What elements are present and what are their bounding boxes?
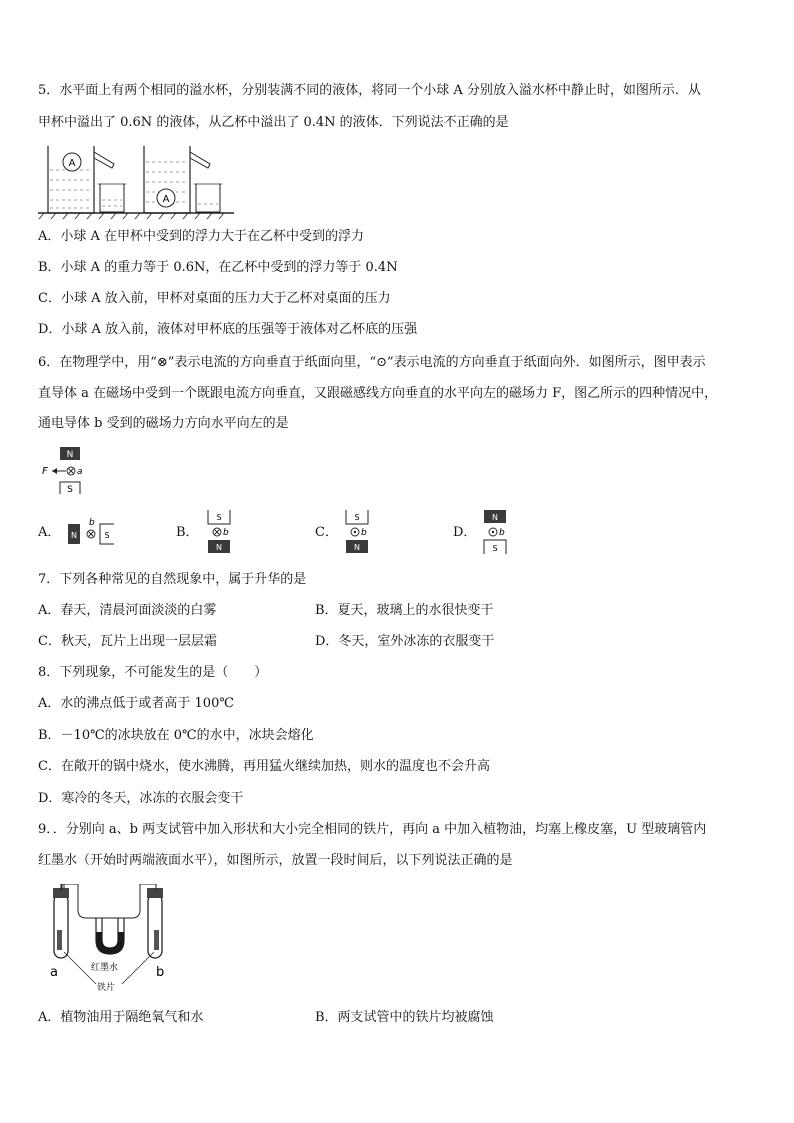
q9-test-tube-figure bbox=[44, 884, 174, 996]
q6-option-c-label: C． bbox=[315, 525, 338, 540]
q7-option-d: D．冬天，室外冰冻的衣服变干 bbox=[315, 634, 495, 649]
q6-d-n-label: N bbox=[492, 513, 498, 522]
q6-b-s-label: S bbox=[216, 513, 222, 522]
q6-c-b-label: b bbox=[361, 528, 367, 538]
q6-b-b-label: b bbox=[223, 528, 229, 538]
q6-stem-line1: 6．在物理学中，用“⊗”表示电流的方向垂直于纸面向里，“⊙”表示电流的方向垂直于纸面向外．如图所示，图甲表示 bbox=[38, 355, 706, 370]
q7-stem: 7．下列各种常见的自然现象中，属于升华的是 bbox=[38, 572, 307, 587]
q8-option-d: D．寒冷的冬天，冰冻的衣服会变干 bbox=[38, 791, 244, 806]
q6-option-a-figure bbox=[66, 514, 122, 550]
q6-b-n-label: N bbox=[216, 543, 222, 552]
q7-option-a: A．春天，清晨河面淡淡的白雾 bbox=[38, 603, 217, 618]
q6-a-n-label: N bbox=[71, 531, 77, 540]
q6-option-d-label: D． bbox=[453, 525, 477, 540]
q6-c-s-label: S bbox=[354, 513, 360, 522]
q7-option-c: C．秋天，瓦片上出现一层层霜 bbox=[38, 634, 217, 649]
q6-fig-a-label: a bbox=[77, 467, 83, 477]
q6-a-s-label: S bbox=[104, 531, 110, 540]
q5-stem-line2: 甲杯中溢出了 0.6N 的液体，从乙杯中溢出了 0.4N 的液体．下列说法不正确的是 bbox=[38, 115, 509, 130]
q5-option-a: A．小球 A 在甲杯中受到的浮力大于在乙杯中受到的浮力 bbox=[38, 229, 365, 244]
q5-ball-label-2: A bbox=[162, 194, 170, 205]
q6-option-b-figure bbox=[204, 508, 244, 556]
q6-option-b-label: B． bbox=[176, 525, 199, 540]
q6-c-n-label: N bbox=[354, 543, 360, 552]
q6-d-s-label: S bbox=[492, 544, 498, 553]
q6-fig-s-label: S bbox=[67, 485, 73, 495]
q5-overflow-cups-figure bbox=[36, 140, 236, 220]
q8-option-c: C．在敞开的锅中烧水，使水沸腾，再用猛火继续加热，则水的温度也不会升高 bbox=[38, 759, 490, 774]
q9-ink-label: 红墨水 bbox=[91, 963, 119, 973]
q9-stem-line2: 红墨水（开始时两端液面水平），如图所示，放置一段时间后，以下列说法正确的是 bbox=[38, 853, 513, 868]
q9-option-a: A．植物油用于隔绝氧气和水 bbox=[38, 1010, 204, 1025]
q6-stem-line2: 直导体 a 在磁场中受到一个既跟电流方向垂直，又跟磁感线方向垂直的水平向左的磁场力 F，图乙所示的四种情况中， bbox=[38, 386, 718, 401]
q7-option-b: B．夏天，玻璃上的水很快变干 bbox=[315, 603, 494, 618]
q8-option-b: B．－10℃的冰块放在 0℃的水中，冰块会熔化 bbox=[38, 728, 314, 743]
q5-option-c: C．小球 A 放入前，甲杯对桌面的压力大于乙杯对桌面的压力 bbox=[38, 291, 391, 306]
q5-ball-label-1: A bbox=[68, 158, 76, 169]
q9-stem-line1: 9．．分别向 a、b 两支试管中加入形状和大小完全相同的铁片，再向 a 中加入植物油，均塞上橡皮塞，U 型玻璃管内 bbox=[38, 822, 707, 837]
q5-stem-line1: 5．水平面上有两个相同的溢水杯，分别装满不同的液体，将同一个小球 A 分别放入溢水杯中静止时，如图所示．从 bbox=[38, 83, 701, 98]
q5-option-b: B．小球 A 的重力等于 0.6N，在乙杯中受到的浮力等于 0.4N bbox=[38, 260, 398, 275]
q6-fig-n-label: N bbox=[66, 450, 74, 460]
q9-option-b: B．两支试管中的铁片均被腐蚀 bbox=[315, 1010, 494, 1025]
q6-stem-line3: 通电导体 b 受到的磁场力方向水平向左的是 bbox=[38, 416, 289, 431]
q6-option-d-figure bbox=[480, 508, 520, 556]
q9-tube-b-label: b bbox=[156, 965, 165, 980]
q5-option-d: D．小球 A 放入前，液体对甲杯底的压强等于液体对乙杯底的压强 bbox=[38, 322, 418, 337]
q6-option-a-label: A． bbox=[38, 525, 61, 540]
q6-a-b-label: b bbox=[89, 518, 95, 528]
q6-d-b-label: b bbox=[499, 528, 505, 538]
q8-option-a: A．水的沸点低于或者高于 100℃ bbox=[38, 696, 234, 711]
q9-iron-label: 铁片 bbox=[97, 983, 116, 993]
q6-option-c-figure bbox=[342, 508, 382, 556]
q6-figure-jia bbox=[38, 446, 98, 496]
q9-tube-a-label: a bbox=[50, 965, 58, 980]
q8-stem: 8．下列现象，不可能发生的是（ ） bbox=[38, 665, 268, 680]
q6-fig-f-label: F bbox=[42, 466, 48, 477]
